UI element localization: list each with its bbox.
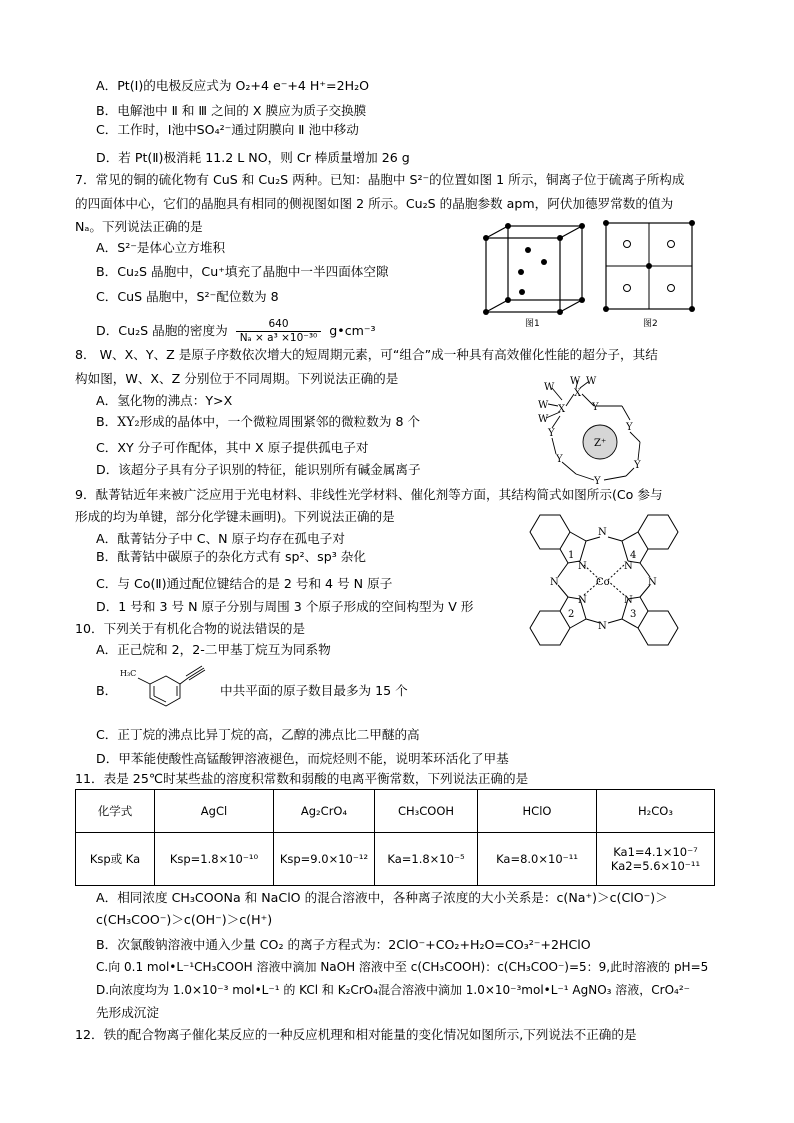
table-row	[76, 833, 715, 886]
q8-stem-line1: 8． W、X、Y、Z 是原子序数依次增大的短周期元素，可“组合”成一种具有高效催化性能的超分子，其结	[75, 347, 658, 362]
toluene-alkyne-structure	[118, 664, 218, 710]
q10-option-b-label: B．	[96, 683, 118, 698]
fraction-numerator: 640	[236, 318, 322, 332]
n-number-3: 3	[630, 609, 637, 620]
w-label-2: W	[570, 376, 581, 387]
methyl-label: H₃C	[120, 669, 137, 678]
q10-option-c: C．正丁烷的沸点比异丁烷的高，乙醇的沸点比二甲醚的高	[96, 727, 420, 742]
table-header-row	[76, 790, 715, 833]
density-unit: g•cm⁻³	[329, 323, 376, 338]
n-number-2: 2	[568, 609, 575, 620]
q10-stem: 10．下列关于有机化合物的说法错误的是	[75, 621, 306, 636]
figure-2-side-view	[600, 217, 700, 313]
q10-option-d: D．甲苯能使酸性高锰酸钾溶液褪色，而烷烃则不能，说明苯环活化了甲基	[96, 751, 509, 766]
figure-2-caption: 图2	[643, 319, 658, 329]
table-cell: Ka=1.8×10⁻⁵	[375, 833, 478, 886]
table-header: CH₃COOH	[375, 790, 478, 833]
figure-1-cube	[476, 220, 594, 328]
y-label-3: Y	[634, 460, 641, 471]
q7-option-c: C．CuS 晶胞中，S²⁻配位数为 8	[96, 289, 279, 304]
q8-option-a: A．氢化物的沸点：Y>X	[96, 393, 233, 408]
table-header: 化学式	[76, 790, 155, 833]
q9-option-d: D．1 号和 3 号 N 原子分别与周围 3 个原子形成的空间构型为 V 形	[96, 599, 474, 614]
table-cell: Ksp或 Ka	[76, 833, 155, 886]
n-atom-1: N	[578, 561, 587, 572]
x-label-1: X	[574, 388, 582, 399]
q7-option-d-text: D．Cu₂S 晶胞的密度为	[96, 323, 228, 338]
q9-stem-line1: 9．酞菁钴近年来被广泛应用于光电材料、非线性光学材料、催化剂等方面，其结构简式如图所示(Co 参与	[75, 487, 663, 502]
q8-formula: XY₂	[117, 414, 140, 429]
y-label-2: Y	[626, 422, 633, 433]
n-number-1: 1	[568, 550, 575, 561]
q7-stem-line2: 的四面体中心，它们的晶胞具有相同的侧视图如图 2 所示。Cu₂S 的晶胞参数 apm，阿伏加德罗常数的值为	[75, 196, 674, 211]
table-cell: Ka=8.0×10⁻¹¹	[478, 833, 597, 886]
y-label-4: Y	[594, 476, 601, 484]
x-label-2: X	[558, 404, 566, 415]
q8-option-d: D．该超分子具有分子识别的特征，能识别所有碱金属离子	[96, 462, 421, 477]
table-header: AgCl	[155, 790, 274, 833]
y-label-6: Y	[548, 428, 555, 439]
q11-stem: 11．表是 25℃时某些盐的溶度积常数和弱酸的电离平衡常数，下列说法正确的是	[75, 771, 529, 786]
bridge-n-bottom: N	[598, 621, 607, 632]
q7-option-d	[96, 318, 376, 345]
q11-option-d-line1: D.向浓度均为 1.0×10⁻³ mol•L⁻¹ 的 KCl 和 K₂CrO₄混合溶液中滴加 1.0×10⁻³mol•L⁻¹ AgNO₃ 溶液，CrO₄²⁻	[96, 983, 690, 997]
q7-stem-line3: Nₐ。下列说法正确的是	[75, 219, 203, 234]
bridge-n-top: N	[598, 527, 607, 538]
n-number-4: 4	[630, 550, 637, 561]
q11-option-d-line2: 先形成沉淀	[96, 1005, 159, 1020]
table-cell: Ksp=1.8×10⁻¹⁰	[155, 833, 274, 886]
q6-option-c: C．工作时，Ⅰ池中SO₄²⁻通过阴膜向 Ⅱ 池中移动	[96, 122, 359, 137]
q7-option-a: A．S²⁻是体心立方堆积	[96, 240, 226, 255]
w-label-5: W	[538, 414, 549, 425]
fraction-denominator: Nₐ × a³ ×10⁻³⁰	[239, 332, 318, 344]
q11-option-b: B．次氯酸钠溶液中通入少量 CO₂ 的离子方程式为：2ClO⁻+CO₂+H₂O=CO₃²⁻+2HClO	[96, 937, 591, 952]
density-fraction	[236, 318, 322, 345]
h2co3-ka2: Ka2=5.6×10⁻¹¹	[610, 859, 701, 873]
table-cell	[597, 833, 715, 886]
q12-stem: 12．铁的配合物离子催化某反应的一种反应机理和相对能量的变化情况如图所示,下列说法不正确的是	[75, 1027, 637, 1042]
q7-option-b: B．Cu₂S 晶胞中，Cu⁺填充了晶胞中一半四面体空隙	[96, 264, 389, 279]
w-label-1: W	[544, 382, 555, 393]
q9-stem-line2: 形成的均为单键，部分化学键未画明)。下列说法正确的是	[75, 509, 395, 524]
q9-option-a: A．酞菁钴分子中 C、N 原子均存在孤电子对	[96, 531, 345, 546]
table-header: HClO	[478, 790, 597, 833]
q8-option-b-text: 形成的晶体中，一个微粒周围紧邻的微粒数为 8 个	[139, 414, 421, 429]
w-label-3: W	[586, 376, 597, 387]
h2co3-ka1: Ka1=4.1×10⁻⁷	[613, 845, 698, 859]
q10-option-a: A．正己烷和 2，2-二甲基丁烷互为同系物	[96, 642, 331, 657]
table-header: H₂CO₃	[597, 790, 715, 833]
q6-option-d: D．若 Pt(Ⅱ)极消耗 11.2 L NO，则 Cr 棒质量增加 26 g	[96, 150, 410, 165]
y-label-5: Y	[556, 454, 563, 465]
q6-option-a: A．Pt(Ⅰ)的电极反应式为 O₂+4 e⁻+4 H⁺=2H₂O	[96, 78, 370, 93]
figure-1-caption: 图1	[525, 319, 540, 329]
q11-option-c: C.向 0.1 mol•L⁻¹CH₃COOH 溶液中滴加 NaOH 溶液中至 c(CH₃COOH)：c(CH₃COO⁻)=5：9,此时溶液的 pH=5	[96, 960, 709, 974]
q8-option-b-label: B．	[96, 414, 118, 429]
bridge-n-right: N	[648, 577, 657, 588]
w-label-4: W	[538, 400, 549, 411]
q9-option-b: B．酞菁钴中碳原子的杂化方式有 sp²、sp³ 杂化	[96, 549, 366, 564]
q7-stem-line1: 7．常见的铜的硫化物有 CuS 和 Cu₂S 两种。已知：晶胞中 S²⁻的位置如图 1 所示，铜离子位于硫离子所构成	[75, 172, 685, 187]
q9-option-c: C．与 Co(Ⅱ)通过配位键结合的是 2 号和 4 号 N 原子	[96, 576, 393, 591]
q6-option-b: B．电解池中 Ⅱ 和 Ⅲ 之间的 X 膜应为质子交换膜	[96, 103, 367, 118]
table-cell: Ksp=9.0×10⁻¹²	[274, 833, 375, 886]
q11-option-a-line2: c(CH₃COO⁻)＞c(OH⁻)＞c(H⁺)	[96, 912, 273, 927]
y-label-1: Y	[592, 402, 599, 413]
n-atom-4: N	[624, 561, 633, 572]
constants-table	[75, 789, 715, 886]
q8-option-b	[96, 413, 420, 431]
table-header: Ag₂CrO₄	[274, 790, 375, 833]
supramolecule-figure	[530, 376, 680, 484]
q8-stem-line2: 构如图，W、X、Z 分别位于不同周期。下列说法正确的是	[75, 371, 399, 386]
q10-option-b-text: 中共平面的原子数目最多为 15 个	[220, 683, 408, 698]
cobalt-phthalocyanine-figure	[520, 505, 688, 655]
cobalt-label: Co	[596, 577, 610, 588]
bridge-n-left: N	[550, 577, 559, 588]
z-ion-label: Z⁺	[594, 438, 607, 449]
n-atom-3: N	[624, 595, 633, 606]
q11-option-a-line1: A．相同浓度 CH₃COONa 和 NaClO 的混合溶液中，各种离子浓度的大小关系是：c(Na⁺)＞c(ClO⁻)＞	[96, 890, 668, 905]
q8-option-c: C．XY 分子可作配体，其中 X 原子提供孤电子对	[96, 440, 369, 455]
n-atom-2: N	[578, 595, 587, 606]
